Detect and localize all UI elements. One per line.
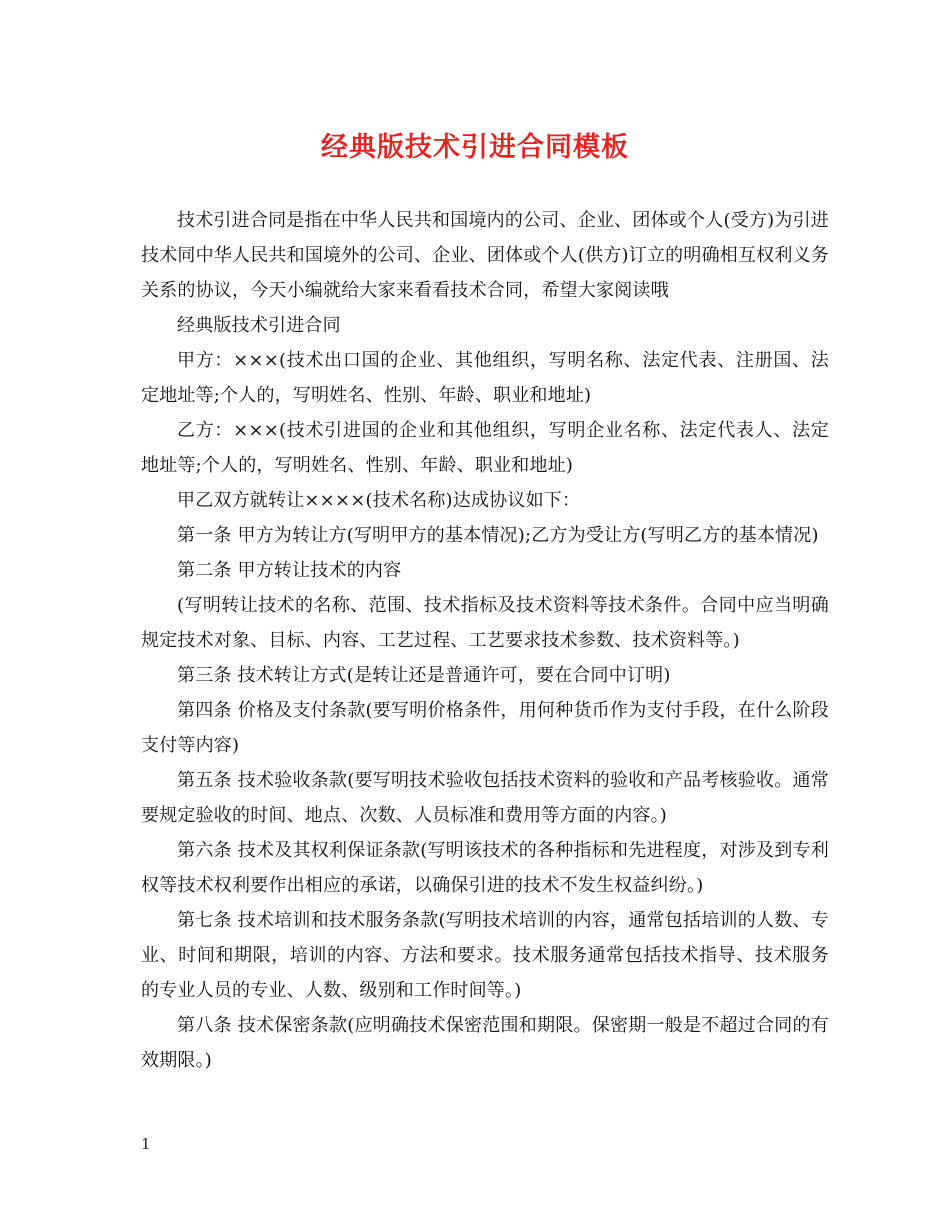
paragraph-article-4: 第四条 价格及支付条款(要写明价格条件，用何种货币作为支付手段，在什么阶段支付等内容) [141, 700, 829, 756]
paragraph-article-7: 第七条 技术培训和技术服务条款(写明技术培训的内容，通常包括培训的人数、专业、时间和期限，培训的内容、方法和要求。技术服务通常包括技术指导、技术服务的专业人员的专业、人数、级别和工作时间等。) [141, 910, 829, 1001]
paragraph-party-a: 甲方：×××(技术出口国的企业、其他组织，写明名称、法定代表、注册国、法定地址等;个人的，写明姓名、性别、年龄、职业和地址) [141, 350, 829, 406]
paragraph-article-5: 第五条 技术验收条款(要写明技术验收包括技术资料的验收和产品考核验收。通常要规定验收的时间、地点、次数、人员标准和费用等方面的内容。) [141, 770, 829, 826]
page-number: 1 [141, 1135, 151, 1153]
paragraph-party-b: 乙方：×××(技术引进国的企业和其他组织，写明企业名称、法定代表人、法定地址等;个人的，写明姓名、性别、年龄、职业和地址) [141, 420, 829, 476]
document-body [141, 203, 829, 1078]
paragraph-article-8: 第八条 技术保密条款(应明确技术保密范围和期限。保密期一般是不超过合同的有效期限。) [141, 1015, 829, 1071]
paragraph-article-1: 第一条 甲方为转让方(写明甲方的基本情况);乙方为受让方(写明乙方的基本情况) [177, 525, 819, 546]
paragraph-agreement: 甲乙双方就转让××××(技术名称)达成协议如下： [177, 490, 581, 511]
document-title: 经典版技术引进合同模板 [321, 132, 629, 163]
paragraph-heading: 经典版技术引进合同 [177, 315, 341, 336]
paragraph-intro: 技术引进合同是指在中华人民共和国境内的公司、企业、团体或个人(受方)为引进技术同中华人民共和国境外的公司、企业、团体或个人(供方)订立的明确相互权利义务关系的协议，今天小编就给大家来看看技术合同，希望大家阅读哦 [141, 210, 829, 301]
paragraph-article-3: 第三条 技术转让方式(是转让还是普通许可，要在合同中订明) [177, 665, 671, 686]
paragraph-article-2: 第二条 甲方转让技术的内容 [177, 560, 402, 581]
paragraph-article-2-detail: (写明转让技术的名称、范围、技术指标及技术资料等技术条件。合同中应当明确规定技术对象、目标、内容、工艺过程、工艺要求技术参数、技术资料等。) [141, 595, 829, 651]
paragraph-article-6: 第六条 技术及其权利保证条款(写明该技术的各种指标和先进程度，对涉及到专利权等技术权利要作出相应的承诺，以确保引进的技术不发生权益纠纷。) [141, 840, 829, 896]
